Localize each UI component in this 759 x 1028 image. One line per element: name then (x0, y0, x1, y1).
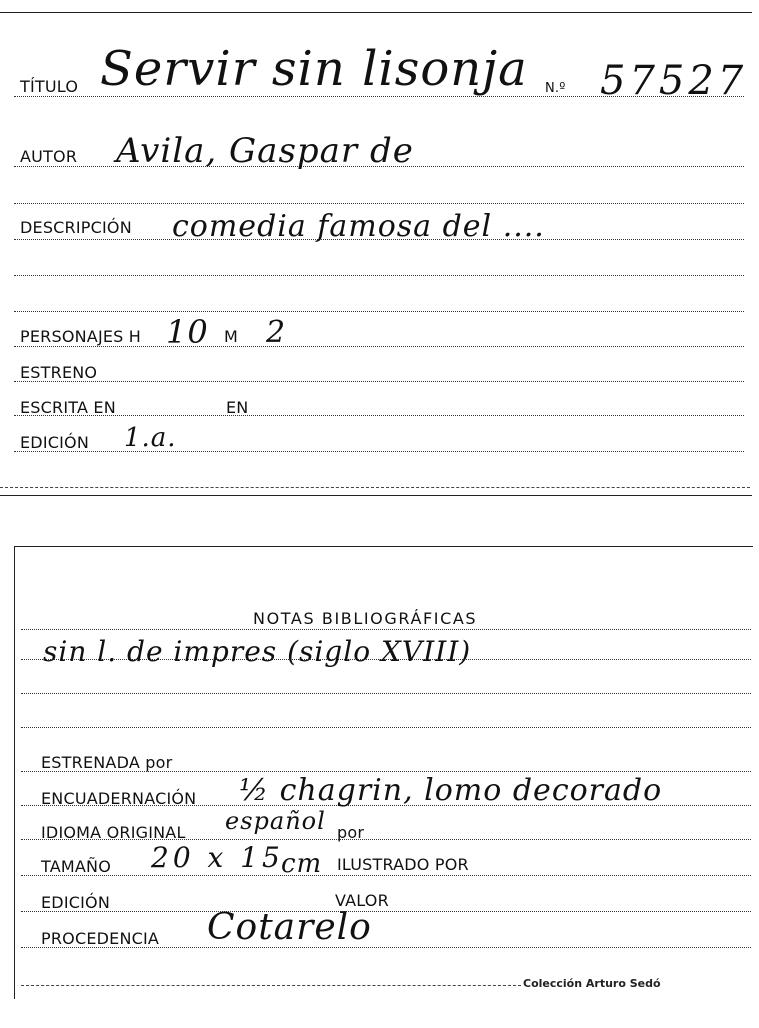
personajes-m-handwritten: 2 (266, 315, 287, 350)
ruling-line (21, 727, 751, 728)
estreno-label: ESTRENO (20, 363, 98, 382)
estrenada-label: ESTRENADA por (41, 753, 173, 772)
edicion-handwritten: 1.a. (124, 423, 177, 453)
idioma-label: IDIOMA ORIGINAL (41, 823, 186, 842)
por-label: por (337, 823, 365, 842)
ruling-line (14, 275, 744, 276)
collection-note: Colección Arturo Sedó (523, 977, 661, 990)
numero-label: N.º (545, 81, 566, 96)
redaction-blot (375, 919, 423, 945)
ruling-line (14, 415, 744, 416)
titulo-handwritten: Servir sin lisonja (100, 41, 528, 97)
notas-heading: NOTAS BIBLIOGRÁFICAS (253, 609, 478, 628)
en-label: EN (226, 398, 249, 417)
tamano-label: TAMAÑO (41, 857, 111, 876)
autor-handwritten: Avila, Gaspar de (116, 131, 414, 171)
ruling-line (14, 381, 744, 382)
ruling-line (21, 629, 751, 630)
descripcion-label: DESCRIPCIÓN (20, 218, 132, 237)
notas-handwritten: sin l. de impres (siglo XVIII) (43, 635, 472, 668)
procedencia-handwritten: Cotarelo (207, 907, 372, 948)
ruling-line (21, 911, 751, 912)
valor-label: VALOR (335, 891, 389, 910)
tamano-handwritten: 20 x 15 (151, 841, 284, 874)
encuadernacion-handwritten: ½ chagrin, lomo decorado (239, 773, 663, 808)
personajes-label: PERSONAJES H (20, 327, 142, 346)
personajes-h-handwritten: 10 (166, 313, 209, 351)
autor-label: AUTOR (20, 147, 78, 166)
ruling-line (21, 693, 751, 694)
ilustrado-label: ILUSTRADO POR (337, 855, 469, 874)
ruling-line (14, 346, 744, 347)
ruling-line (21, 985, 521, 986)
idioma-handwritten: español (225, 807, 326, 835)
ruling-line (14, 203, 744, 204)
ruling-line (14, 311, 744, 312)
escrita-en-label: ESCRITA EN (20, 398, 116, 417)
edicion-back-label: EDICIÓN (41, 893, 111, 912)
titulo-label: TÍTULO (20, 77, 79, 96)
encuadernacion-label: ENCUADERNACIÓN (41, 789, 197, 808)
catalog-card-front (0, 12, 752, 496)
catalog-card-back (14, 546, 753, 999)
numero-handwritten: 57527 (600, 58, 748, 104)
ruling-line (21, 875, 751, 876)
procedencia-label: PROCEDENCIA (41, 929, 160, 948)
descripcion-handwritten: comedia famosa del .... (172, 209, 545, 244)
personajes-m-label: M (224, 327, 239, 346)
tamano-unit-handwritten: cm (281, 849, 323, 879)
ruling-line (0, 487, 750, 488)
edicion-label: EDICIÓN (20, 433, 90, 452)
